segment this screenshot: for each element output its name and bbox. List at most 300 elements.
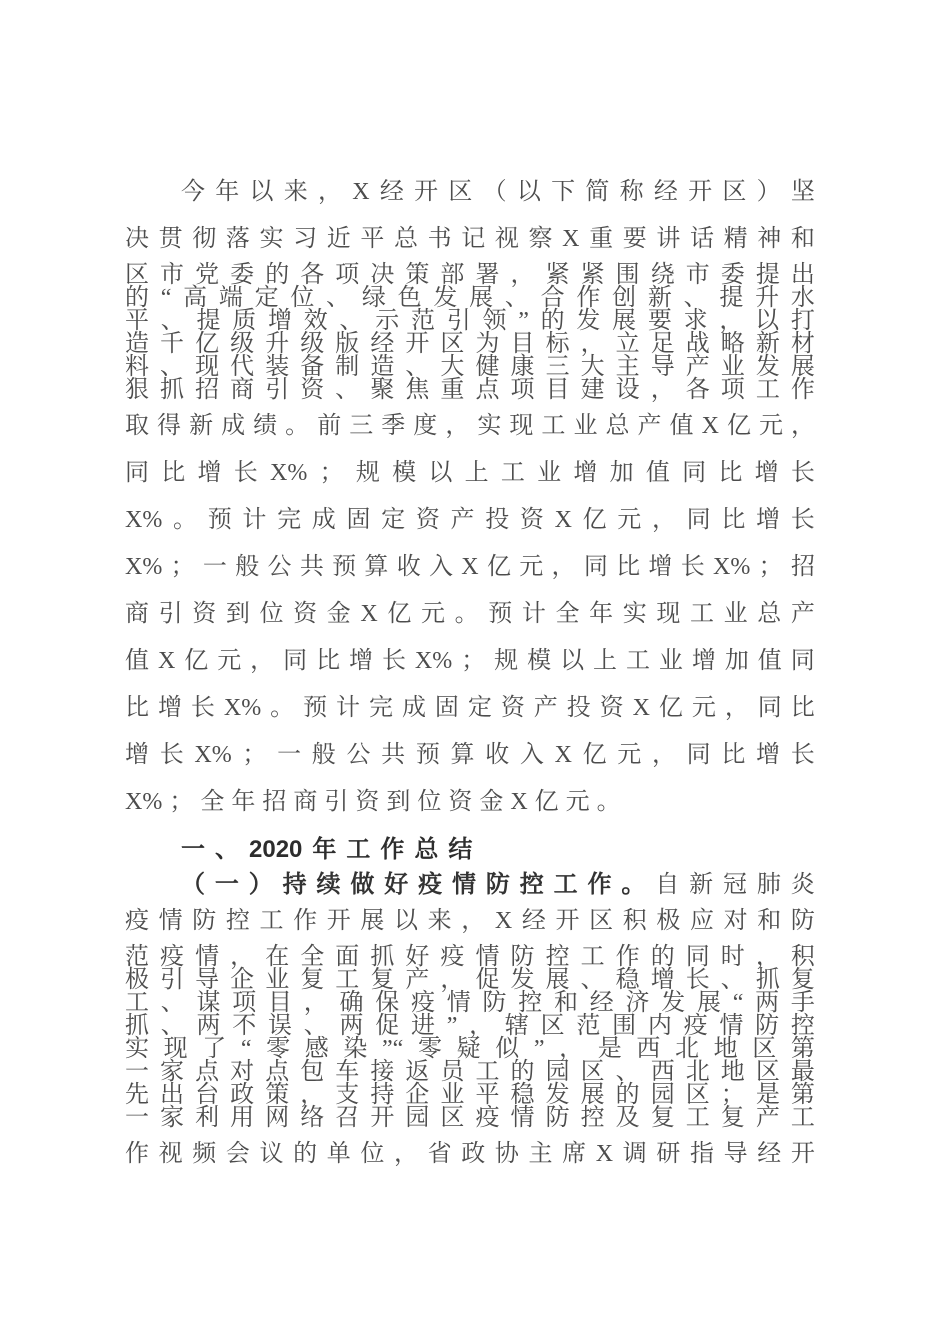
glyph: 招: [195, 377, 220, 403]
glyph: 两: [196, 1013, 221, 1039]
intro-line-16: [125, 744, 815, 767]
glyph: 稳: [615, 967, 640, 993]
glyph: 资: [599, 695, 624, 721]
glyph: 标: [545, 331, 570, 357]
glyph: 区: [755, 1059, 780, 1085]
glyph: 年: [231, 789, 256, 815]
glyph: X: [562, 226, 580, 252]
glyph: 习: [293, 226, 318, 252]
glyph: 业: [573, 413, 598, 439]
glyph: 坚: [790, 179, 815, 205]
glyph: 预: [415, 742, 440, 768]
glyph: 发: [545, 1082, 570, 1108]
glyph: 端: [218, 285, 243, 311]
glyph: 加: [724, 648, 749, 674]
glyph: ”“: [382, 1036, 404, 1062]
glyph: 工: [580, 944, 605, 970]
glyph: 元: [691, 695, 716, 721]
glyph: 产: [755, 1105, 780, 1131]
glyph: 资: [300, 377, 325, 403]
glyph: ，: [724, 695, 749, 721]
glyph: 控: [790, 1013, 815, 1039]
glyph: ；: [170, 554, 195, 580]
glyph: 康: [510, 354, 535, 380]
glyph: 制: [335, 354, 360, 380]
glyph: 资: [415, 507, 440, 533]
glyph: 复: [650, 1105, 675, 1131]
glyph: 亿: [582, 742, 607, 768]
glyph: 家: [160, 1059, 185, 1085]
glyph: 以: [249, 179, 274, 205]
glyph: 零: [417, 1036, 442, 1062]
glyph: 称: [619, 179, 644, 205]
glyph: 防: [482, 990, 507, 1016]
glyph: 的: [265, 262, 290, 288]
glyph: ，: [394, 1141, 418, 1167]
glyph: 模: [392, 460, 417, 486]
glyph: 。: [270, 695, 295, 721]
glyph: 计: [521, 601, 546, 627]
glyph: 位: [360, 1141, 385, 1167]
glyph: （: [181, 872, 205, 898]
glyph: 议: [259, 1141, 284, 1167]
glyph: 增: [648, 554, 673, 580]
glyph: 发: [510, 967, 535, 993]
glyph: 简: [585, 179, 610, 205]
glyph: 作: [293, 908, 318, 934]
glyph: 模: [527, 648, 552, 674]
glyph: 效: [303, 308, 328, 334]
glyph: 绩: [253, 413, 278, 439]
glyph: 工: [125, 990, 149, 1016]
intro-line-14: [125, 650, 815, 673]
glyph: 台: [195, 1082, 220, 1108]
glyph: 控: [225, 908, 250, 934]
glyph: 备: [300, 354, 325, 380]
glyph: 、: [160, 308, 185, 334]
glyph: 的: [540, 308, 565, 334]
glyph: 投: [485, 507, 510, 533]
glyph: 召: [335, 1105, 360, 1131]
glyph: 绿: [361, 285, 386, 311]
glyph: 讲: [656, 226, 681, 252]
glyph: X%: [125, 789, 163, 815]
section-1-1-line-9: [125, 1084, 815, 1107]
glyph: ，: [791, 413, 815, 439]
glyph: X: [554, 742, 572, 768]
glyph: 位: [259, 601, 284, 627]
glyph: 区: [580, 1059, 605, 1085]
glyph: 平: [360, 226, 385, 252]
glyph: X%: [713, 554, 751, 580]
glyph: 北: [685, 1059, 710, 1085]
glyph: 般: [235, 554, 260, 580]
glyph: 实: [622, 601, 647, 627]
intro-line-17: [125, 791, 815, 814]
glyph: 紧: [545, 262, 570, 288]
glyph: 同: [790, 648, 815, 674]
glyph: 冠: [723, 872, 747, 898]
glyph: 材: [790, 331, 815, 357]
glyph: X: [157, 648, 176, 674]
glyph: 控: [518, 990, 543, 1016]
glyph: 引: [446, 308, 471, 334]
intro-line-8: [125, 379, 815, 402]
glyph: 贯: [158, 226, 183, 252]
glyph: 复: [370, 967, 395, 993]
glyph: 展: [545, 967, 570, 993]
glyph: 好: [405, 944, 430, 970]
glyph: 比: [721, 507, 746, 533]
glyph: 、: [335, 377, 360, 403]
glyph: 企: [230, 967, 255, 993]
glyph: 委: [230, 262, 255, 288]
glyph: 发: [755, 354, 780, 380]
glyph: ，: [445, 413, 470, 439]
glyph: 、: [339, 308, 364, 334]
glyph: 招: [790, 554, 815, 580]
glyph: 席: [562, 1141, 587, 1167]
glyph: 比: [316, 648, 341, 674]
glyph: 经: [379, 179, 404, 205]
glyph: 建: [580, 377, 605, 403]
glyph: 员: [440, 1059, 465, 1085]
glyph: 规: [355, 460, 380, 486]
glyph: 好: [384, 872, 409, 898]
glyph: 自: [655, 872, 680, 898]
glyph: 围: [615, 262, 640, 288]
glyph: X: [632, 695, 650, 721]
glyph: 展: [580, 1082, 605, 1108]
glyph: 资: [448, 789, 473, 815]
glyph: 长: [685, 967, 710, 993]
glyph: 产: [790, 601, 815, 627]
glyph: 作: [587, 872, 612, 898]
glyph: 比: [125, 695, 149, 721]
glyph: 一: [214, 872, 239, 898]
glyph: 和: [554, 990, 578, 1016]
glyph: 资: [293, 601, 318, 627]
glyph: 造: [370, 354, 395, 380]
glyph: 固: [434, 695, 459, 721]
glyph: 市: [160, 262, 185, 288]
glyph: 展: [612, 308, 637, 334]
glyph: 炎: [790, 872, 815, 898]
glyph: 同: [685, 944, 710, 970]
glyph: 情: [452, 872, 476, 898]
glyph: 策: [405, 262, 430, 288]
glyph: 元: [420, 601, 445, 627]
glyph: 业: [440, 1082, 465, 1108]
glyph: 第: [790, 1082, 815, 1108]
glyph: 创: [612, 285, 637, 311]
section-1-1-line-6: [125, 1015, 815, 1038]
glyph: 同: [125, 460, 149, 486]
glyph: 装: [265, 354, 290, 380]
glyph: 区: [125, 262, 149, 288]
glyph: 亿: [658, 695, 683, 721]
glyph: 积: [790, 944, 815, 970]
glyph: 利: [195, 1105, 220, 1131]
glyph: 资: [192, 601, 217, 627]
glyph: 极: [656, 908, 681, 934]
glyph: 家: [160, 1105, 185, 1131]
glyph: 、: [720, 967, 745, 993]
glyph: 区: [752, 1036, 777, 1062]
glyph: 精: [723, 226, 748, 252]
glyph: 经: [589, 990, 614, 1016]
glyph: 经: [653, 179, 678, 205]
glyph: 亿: [387, 601, 412, 627]
glyph: 持: [282, 872, 307, 898]
section-1-1-line-10: [125, 1107, 815, 1130]
glyph: 防: [545, 1105, 570, 1131]
glyph: 、: [215, 836, 239, 863]
glyph: X%: [194, 742, 232, 768]
glyph: 增: [691, 648, 716, 674]
glyph: ，: [580, 331, 605, 357]
glyph: 成: [401, 695, 426, 721]
glyph: 目: [268, 990, 292, 1016]
glyph: 资: [500, 695, 525, 721]
glyph: 元: [217, 648, 242, 674]
glyph: 重: [589, 226, 614, 252]
glyph: 一: [125, 1105, 149, 1131]
glyph: 质: [232, 308, 257, 334]
glyph: 开: [688, 179, 713, 205]
glyph: 今: [181, 179, 205, 205]
glyph: 成: [221, 413, 246, 439]
glyph: 以: [394, 908, 418, 934]
glyph: 省: [427, 1141, 452, 1167]
glyph: 增: [650, 967, 675, 993]
glyph: ）: [248, 872, 273, 898]
glyph: X: [595, 1141, 614, 1167]
glyph: 防: [755, 1013, 780, 1039]
glyph: 单: [326, 1141, 351, 1167]
glyph: 抓: [370, 944, 395, 970]
glyph: 实: [259, 226, 284, 252]
glyph: ”: [533, 1036, 545, 1062]
glyph: 公: [267, 554, 292, 580]
glyph: 似: [495, 1036, 520, 1062]
glyph: 引: [265, 377, 290, 403]
glyph: 合: [540, 285, 565, 311]
glyph: 工: [790, 1105, 815, 1131]
glyph: 前: [317, 413, 342, 439]
glyph: 共: [299, 554, 324, 580]
glyph: 公: [346, 742, 371, 768]
glyph: 作: [576, 285, 601, 311]
glyph: 定: [254, 285, 279, 311]
glyph: 比: [718, 460, 743, 486]
glyph: ，: [303, 990, 328, 1016]
glyph: 投: [566, 695, 591, 721]
glyph: 提: [755, 262, 780, 288]
glyph: 工: [541, 413, 566, 439]
glyph: 接: [370, 1059, 395, 1085]
glyph: 长: [381, 648, 406, 674]
glyph: 先: [125, 1082, 149, 1108]
glyph: 决: [370, 262, 395, 288]
glyph: 发: [576, 308, 601, 334]
glyph: 区: [440, 331, 465, 357]
glyph: 党: [195, 262, 220, 288]
glyph: 值: [757, 648, 782, 674]
glyph: 升: [265, 331, 290, 357]
glyph: ；: [758, 554, 783, 580]
glyph: 现: [163, 1036, 188, 1062]
glyph: 总: [605, 413, 630, 439]
glyph: 。: [173, 507, 198, 533]
glyph: 紧: [580, 262, 605, 288]
glyph: 对: [230, 1059, 255, 1085]
glyph: 控: [580, 1105, 605, 1131]
glyph: 持: [370, 1082, 395, 1108]
glyph: 抓: [160, 377, 185, 403]
glyph: 发: [661, 990, 686, 1016]
glyph: 收: [396, 554, 421, 580]
glyph: 疫: [418, 872, 443, 898]
glyph: 以: [755, 308, 780, 334]
glyph: X: [510, 789, 528, 815]
glyph: 实: [477, 413, 502, 439]
glyph: 西: [650, 1059, 675, 1085]
glyph: 、: [580, 967, 605, 993]
glyph: 频: [192, 1141, 217, 1167]
glyph: 极: [125, 967, 149, 993]
glyph: 谋: [196, 990, 221, 1016]
glyph: 下: [551, 179, 576, 205]
glyph: 全: [555, 601, 580, 627]
glyph: X%: [414, 648, 453, 674]
glyph: 续: [316, 872, 341, 898]
glyph: ，: [651, 507, 676, 533]
glyph: 元: [617, 742, 642, 768]
glyph: 范: [411, 308, 435, 334]
glyph: 市: [685, 262, 710, 288]
glyph: 。: [596, 789, 621, 815]
glyph: 平: [475, 1082, 500, 1108]
glyph: ，: [719, 308, 744, 334]
glyph: 业: [537, 460, 562, 486]
glyph: 算: [450, 742, 475, 768]
glyph: 升: [755, 285, 780, 311]
glyph: X: [554, 507, 572, 533]
glyph: 控: [545, 944, 570, 970]
glyph: 展: [469, 285, 494, 311]
glyph: 经: [370, 331, 395, 357]
glyph: 抓: [755, 967, 780, 993]
intro-line-11: [125, 509, 815, 532]
glyph: 支: [335, 1082, 360, 1108]
glyph: 区: [589, 908, 614, 934]
glyph: 同: [757, 695, 782, 721]
glyph: 范: [576, 1013, 601, 1039]
glyph: 工: [625, 648, 650, 674]
glyph: 产: [450, 507, 475, 533]
glyph: 工: [335, 967, 360, 993]
glyph: 要: [622, 226, 647, 252]
glyph: 点: [195, 1059, 220, 1085]
glyph: 展: [697, 990, 721, 1016]
glyph: 区: [440, 1105, 465, 1131]
glyph: 定: [381, 507, 406, 533]
glyph: ，: [461, 908, 486, 934]
glyph: 全: [200, 789, 225, 815]
glyph: 成: [311, 507, 336, 533]
glyph: 工: [685, 1105, 710, 1131]
glyph: 造: [125, 331, 149, 357]
glyph: 情: [510, 1105, 535, 1131]
glyph: 决: [125, 226, 149, 252]
glyph: ”: [446, 1013, 458, 1039]
glyph: 足: [650, 331, 675, 357]
glyph: 年: [589, 601, 614, 627]
glyph: 元: [758, 413, 783, 439]
glyph: 、: [160, 354, 185, 380]
glyph: 增: [268, 308, 292, 334]
glyph: 导: [195, 967, 220, 993]
glyph: 总: [414, 836, 439, 863]
glyph: 情: [475, 944, 500, 970]
glyph: 项: [510, 377, 535, 403]
glyph: 返: [405, 1059, 430, 1085]
glyph: 一: [202, 554, 227, 580]
glyph: 工: [346, 836, 371, 863]
glyph: 目: [545, 377, 570, 403]
glyph: 地: [713, 1036, 738, 1062]
section-1-1-line-8: [125, 1061, 815, 1084]
glyph: 促: [475, 967, 500, 993]
glyph: 工: [259, 908, 284, 934]
glyph: 以: [560, 648, 585, 674]
glyph: 值: [645, 460, 670, 486]
glyph: 同: [583, 554, 608, 580]
glyph: 开: [555, 908, 580, 934]
glyph: 水: [790, 285, 815, 311]
glyph: 落: [225, 226, 250, 252]
glyph: 增: [125, 742, 149, 768]
glyph: 战: [685, 331, 710, 357]
glyph: ，: [300, 1082, 325, 1108]
glyph: 开: [405, 331, 430, 357]
glyph: 版: [335, 331, 360, 357]
glyph: 地: [720, 1059, 745, 1085]
glyph: 记: [461, 226, 486, 252]
glyph: “: [240, 1036, 252, 1062]
glyph: X: [701, 413, 719, 439]
glyph: 元: [565, 789, 590, 815]
glyph: 的: [615, 1082, 640, 1108]
glyph: 、: [504, 285, 529, 311]
glyph: 疫: [683, 1013, 708, 1039]
glyph: 染: [343, 1036, 368, 1062]
glyph: 第: [790, 1036, 815, 1062]
glyph: 展: [790, 354, 815, 380]
glyph: 疑: [456, 1036, 481, 1062]
intro-line-12: [125, 556, 815, 579]
intro-line-9: [125, 415, 815, 438]
glyph: 出: [160, 1082, 185, 1108]
glyph: 部: [440, 262, 465, 288]
glyph: 疫: [475, 1105, 500, 1131]
glyph: 面: [335, 944, 360, 970]
glyph: 现: [195, 354, 220, 380]
glyph: 要: [647, 308, 672, 334]
glyph: 情: [446, 990, 471, 1016]
glyph: 规: [494, 648, 519, 674]
